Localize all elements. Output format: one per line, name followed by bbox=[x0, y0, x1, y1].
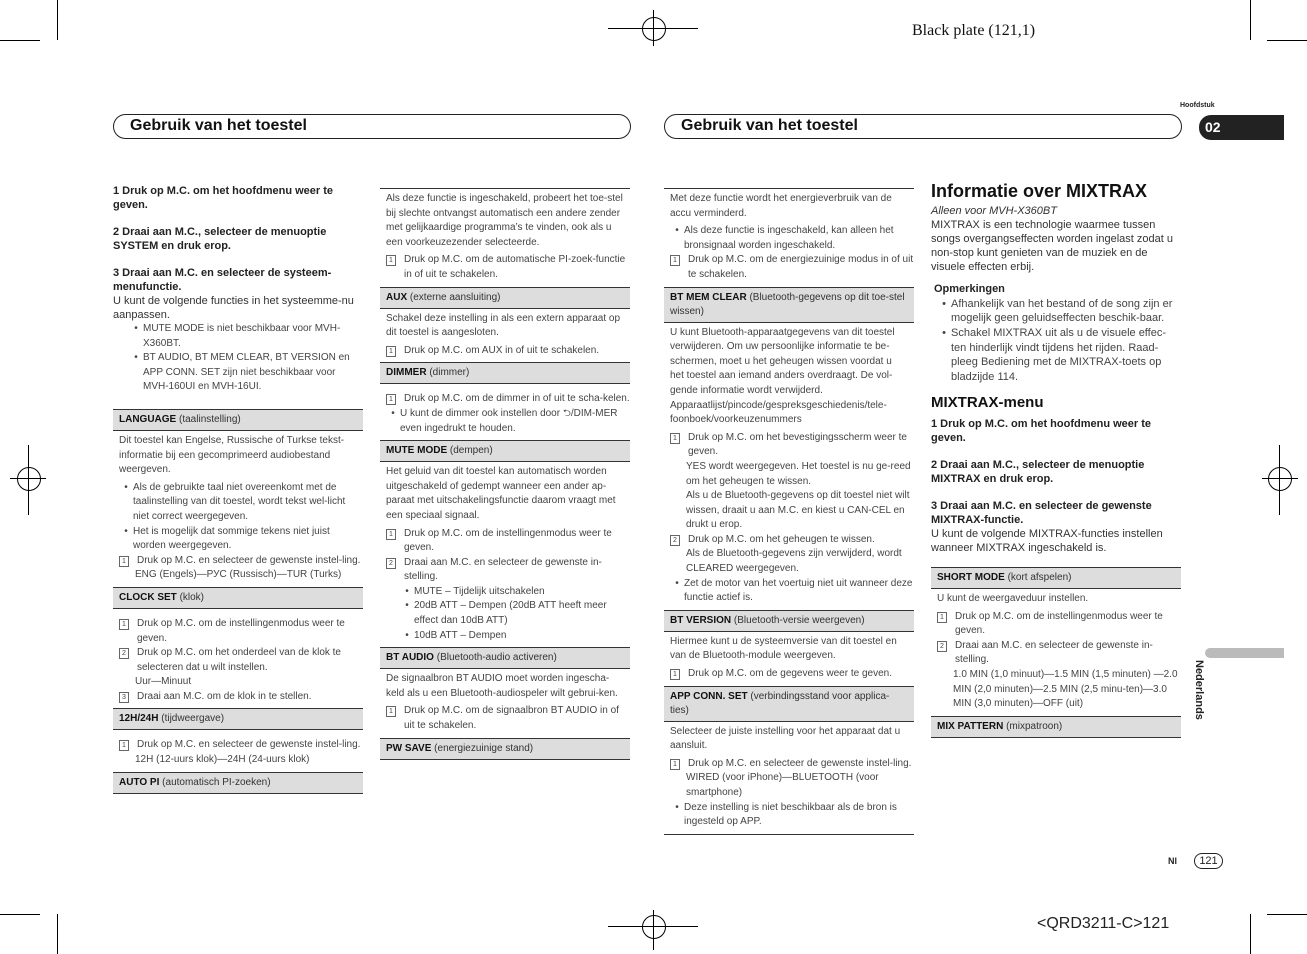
crop-mark bbox=[1267, 40, 1307, 41]
crop-mark bbox=[1250, 914, 1251, 954]
chapter-label: Hoofdstuk bbox=[1180, 102, 1215, 109]
registration-mark bbox=[1268, 467, 1292, 491]
list-item: Druk op M.C. en selecteer de gewenste instel-ling. bbox=[688, 757, 912, 769]
list-item: Draai aan M.C. en selecteer de gewenste in-stelling. bbox=[955, 639, 1153, 666]
setting-subtitle: (dempen) bbox=[449, 445, 493, 457]
registration-mark bbox=[642, 915, 666, 939]
list-item: Zet de motor van het voertuig niet uit wanneer deze functie actief is. bbox=[684, 577, 913, 604]
setting-subtitle: (verbindingsstand voor applica-ties) bbox=[670, 690, 890, 716]
setting-title: PW SAVE bbox=[386, 742, 432, 754]
section-title-right: Gebruik van het toestel bbox=[664, 114, 1182, 139]
setting-title: DIMMER bbox=[386, 367, 427, 379]
list-item: Druk op M.C. en selecteer de gewenste instel-ling. bbox=[137, 739, 361, 751]
list-item: Druk op M.C. om de instellingenmodus weer te geven. bbox=[955, 610, 1163, 637]
setting-title: BT AUDIO bbox=[386, 652, 434, 664]
list-item: Druk op M.C. om de instellingenmodus weer te geven. bbox=[404, 527, 612, 554]
setting-subtitle: (dimmer) bbox=[429, 367, 470, 379]
list-item: Druk op M.C. en selecteer de gewenste instel-ling. bbox=[137, 554, 361, 566]
list-item: Druk op M.C. om het onderdeel van de klok te selecteren dat u wilt instellen. bbox=[137, 647, 341, 673]
options-text: 12H (12-uurs klok)—24H (24-uurs klok) bbox=[135, 754, 310, 766]
list-item: Druk op M.C. om AUX in of uit te schakelen. bbox=[404, 344, 600, 356]
setting-subtitle: (energiezuinige stand) bbox=[434, 742, 534, 754]
setting-title: AUX bbox=[386, 291, 408, 303]
setting-subtitle: (Bluetooth-versie weergeven) bbox=[733, 614, 865, 626]
crop-mark bbox=[1267, 914, 1307, 915]
setting-title: AUTO PI bbox=[119, 776, 160, 788]
menu-heading: MIXTRAX-menu bbox=[931, 394, 1044, 412]
list-item: Druk op M.C. om het geheugen te wissen. bbox=[688, 533, 875, 545]
list-item: Als deze functie is ingeschakeld, kan alleen het bronsignaal worden ingeschakeld. bbox=[684, 225, 894, 251]
list-item: Druk op M.C. om de instellingenmodus weer te geven. bbox=[137, 617, 345, 644]
setting-subtitle: (kort afspelen) bbox=[1007, 571, 1072, 583]
crop-mark bbox=[1250, 0, 1251, 40]
setting-title: SHORT MODE bbox=[937, 571, 1005, 583]
note-item: Afhankelijk van het bestand of de song zijn er mogelijk geen geluidseffecten beschik-baar. bbox=[951, 297, 1173, 325]
option-item: 20dB ATT – Dempen (20dB ATT heeft meer effect dan 10dB ATT) bbox=[414, 600, 607, 627]
setting-text: De signaalbron BT AUDIO moet worden ingescha-keld als u een Bluetooth-audiospeler wilt gebrui-ken. bbox=[386, 673, 618, 699]
options-text: YES wordt weergegeven. Het toestel is nu ge-reed om het geheugen te wissen. bbox=[686, 460, 911, 487]
step-1: 1 Druk op M.C. om het hoofdmenu weer te geven. bbox=[113, 185, 334, 211]
note-bullet: MUTE MODE is niet beschikbaar voor MVH-X360BT. bbox=[143, 323, 341, 349]
mixtrax-intro: MIXTRAX is een technologie waarmee tussen songs overgangseffecten worden ingelast zodat u non-stop kunt genieten van de muziek en de visuele effecten erbij. bbox=[931, 219, 1173, 274]
section-title-left: Gebruik van het toestel bbox=[113, 114, 631, 139]
setting-title: APP CONN. SET bbox=[670, 690, 748, 702]
list-item: Als de gebruikte taal niet overeenkomt met de taalinstelling van dit toestel, wordt tekst wel-licht niet correct weergegeven. bbox=[133, 481, 346, 522]
list-item: Draai aan M.C. om de klok in te stellen. bbox=[137, 690, 312, 702]
document-code: <QRD3211-C>121 bbox=[1037, 915, 1170, 932]
crop-mark bbox=[57, 914, 58, 954]
language-tab-bar bbox=[1205, 648, 1284, 658]
setting-title: CLOCK SET bbox=[119, 591, 177, 603]
setting-title: MIX PATTERN bbox=[937, 720, 1004, 732]
list-item: Druk op M.C. om de signaalbron BT AUDIO in of uit te schakelen. bbox=[404, 705, 619, 732]
setting-text: Als deze functie is ingeschakeld, probeert het toe-stel bij slechte ontvangst automatisch een andere zender met gelijkaardige programma’s te vinden, ook als u een voorkeuzezender selecteerde. bbox=[386, 193, 623, 248]
intro-text: U kunt de volgende functies in het systeemme-nu aanpassen. bbox=[113, 295, 354, 321]
column-1: 1 Druk op M.C. om het hoofdmenu weer te geven. 2 Draai aan M.C., selecteer de menuoptie SYSTEM en druk erop. 3 Draai aan M.C. en selecteer de systeem-menufunctie. U kunt de volgende functies in het systeemme-nu aanpassen. • MUTE MODE is niet beschikbaar voor MVH-X360BT. • BT AUDIO, BT MEM CLEAR, BT VERSION en APP CONN. SET zijn niet beschikbaar voor MVH-160UI en MVH-16UI. LANGUAGE (taalinstelling) Dit toestel kan Engelse, Russische of Turkse tekst-informatie bij een gecomprimeerd audiobestand weergeven. • Als de gebruikte taal niet overeenkomt met de taalinstelling van dit toestel, wordt tekst wel-licht niet correct weergegeven. • Het is mogelijk dat sommige tekens niet juist worden weergegeven. 1 Druk op M.C. en selecteer de gewenste instel-ling. ENG (Engels)—РУС (Russisch)—TUR (Turks) CLOCK SET (klok) 1 Druk op M.C. om de instellingenmodus weer te geven. 2 Druk op M.C. om het onderdeel van de klok te selecteren dat u wilt instellen. Uur—Minuut 3 Draai aan M.C. om de klok in te stellen. 12H/24H (tijdweergave) 1 Druk op M.C. en selecteer de gewenste instel-ling. 12H (12-uurs klok)—24H (24-uurs klok) AUTO PI (automatisch PI-zoeken) bbox=[113, 184, 363, 794]
column-4: Informatie over MIXTRAX Alleen voor MVH-X360BT MIXTRAX is een technologie waarmee tussen songs overgangseffecten worden ingelast zodat u non-stop kunt genieten van de muziek en de visuele effecten erbij. Opmerkingen • Afhankelijk van het bestand of de song zijn er mogelijk geen geluidseffecten beschik-baar. • Schakel MIXTRAX uit als u de visuele effec-ten hinderlijk vindt tijdens het rijden. Raad-pleeg Bediening met de MIXTRAX-toets op bladzijde 114. MIXTRAX-menu 1 Druk op M.C. om het hoofdmenu weer te geven. 2 Draai aan M.C., selecteer de menuoptie MIXTRAX en druk erop. 3 Draai aan M.C. en selecteer de gewenste MIXTRAX-functie. U kunt de volgende MIXTRAX-functies instellen wanneer MIXTRAX ingeschakeld is. SHORT MODE (kort afspelen) U kunt de weergaveduur instellen. 1 Druk op M.C. om de instellingenmodus weer te geven. 2 Draai aan M.C. en selecteer de gewenste in-stelling. 1.0 MIN (1,0 minuut)—1.5 MIN (1,5 minuten) —2.0 MIN (2,0 minuten)—2.5 MIN (2,5 minu-ten)—3.0 MIN (3,0 minuten)—OFF (uit) MIX PATTERN (mixpatroon) bbox=[931, 184, 1181, 738]
setting-text: Dit toestel kan Engelse, Russische of Turkse tekst-informatie bij een gecomprimeerd audiobestand weergeven. bbox=[119, 434, 345, 476]
setting-subtitle: (Bluetooth-audio activeren) bbox=[436, 652, 557, 664]
page-number: 121 bbox=[1194, 853, 1223, 869]
plate-label: Black plate (121,1) bbox=[912, 22, 1036, 39]
list-item: Druk op M.C. om de energiezuinige modus in of uit te schakelen. bbox=[688, 254, 914, 280]
step-1: 1 Druk op M.C. om het hoofdmenu weer te geven. bbox=[931, 417, 1152, 444]
list-item: U kunt de dimmer ook instellen door ⮌/DIM-MER even ingedrukt te houden. bbox=[400, 407, 618, 434]
note-bullet: BT AUDIO, BT MEM CLEAR, BT VERSION en APP CONN. SET zijn niet beschikbaar voor MVH-160UI en MVH-16UI. bbox=[143, 352, 350, 393]
setting-title: 12H/24H bbox=[119, 713, 159, 725]
list-item: Draai aan M.C. en selecteer de gewenste in-stelling. bbox=[404, 556, 602, 583]
note-item: Schakel MIXTRAX uit als u de visuele effec-ten hinderlijk vindt tijdens het rijden. Raad-pleeg Bediening met de MIXTRAX-toets op bladzijde 114. bbox=[951, 326, 1167, 383]
chapter-number: 02 bbox=[1199, 115, 1284, 140]
registration-mark bbox=[17, 467, 41, 491]
options-text: 1.0 MIN (1,0 minuut)—1.5 MIN (1,5 minuten) —2.0 MIN (2,0 minuten)—2.5 MIN (2,5 minu-ten)—3.0 MIN (3,0 minuten)—OFF (uit) bbox=[953, 668, 1178, 710]
language-code: Nl bbox=[1168, 856, 1177, 866]
setting-title: BT MEM CLEAR bbox=[670, 291, 747, 303]
step-3: 3 Draai aan M.C. en selecteer de systeem-menufunctie. bbox=[113, 267, 332, 293]
setting-text: Met deze functie wordt het energieverbruik van de accu verminderd. bbox=[670, 193, 892, 219]
setting-title: MUTE MODE bbox=[386, 445, 448, 457]
notes-heading: Opmerkingen bbox=[934, 283, 1005, 296]
options-text: Als u de Bluetooth-gegevens op dit toestel niet wilt wissen, draait u aan M.C. en kiest u CAN-CEL en drukt u erop. bbox=[686, 490, 910, 531]
list-item: Druk op M.C. om de gegevens weer te geven. bbox=[688, 668, 892, 680]
setting-text: U kunt de weergaveduur instellen. bbox=[937, 592, 1089, 604]
list-item: Druk op M.C. om de automatische PI-zoek-functie in of uit te schakelen. bbox=[404, 254, 626, 280]
setting-subtitle: (externe aansluiting) bbox=[409, 291, 501, 303]
mixtrax-heading: Informatie over MIXTRAX bbox=[931, 181, 1148, 201]
option-item: MUTE – Tijdelijk uitschakelen bbox=[414, 585, 545, 597]
setting-subtitle: (Bluetooth-gegevens op dit toe-stel wissen) bbox=[670, 291, 905, 317]
model-note: Alleen voor MVH-X360BT bbox=[931, 204, 1057, 217]
step-2: 2 Draai aan M.C., selecteer de menuoptie SYSTEM en druk erop. bbox=[113, 226, 327, 252]
setting-subtitle: (automatisch PI-zoeken) bbox=[162, 776, 271, 788]
setting-text: U kunt Bluetooth-apparaatgegevens van dit toestel verwijderen. Om uw persoonlijke informatie te be-schermen, moet u het geheugen wissen voordat u het toestel aan iemand anders overdraagt. De vol-gende informatie wordt verwijderd. Apparaatlijst/pincode/gespreksgeschiedenis/tele-foonboek/voorkeuzenummers bbox=[670, 326, 895, 426]
setting-subtitle: (mixpatroon) bbox=[1006, 720, 1063, 732]
setting-title: LANGUAGE bbox=[119, 413, 177, 425]
list-item: Druk op M.C. om het bevestigingsscherm weer te geven. bbox=[688, 431, 907, 458]
crop-mark bbox=[0, 914, 40, 915]
intro-text: U kunt de volgende MIXTRAX-functies instellen wanneer MIXTRAX ingeschakeld is. bbox=[931, 527, 1163, 554]
language-tab: Nederlands bbox=[1193, 660, 1205, 720]
list-item: Deze instelling is niet beschikbaar als de bron is ingesteld op APP. bbox=[684, 801, 897, 828]
setting-text: Het geluid van dit toestel kan automatisch worden uitgeschakeld of gedempt wanneer een ander ap-paraat met uitschakelingsfunctie daarom vraagt met een speciaal signaal. bbox=[386, 466, 616, 521]
options-text: ENG (Engels)—РУС (Russisch)—TUR (Turks) bbox=[135, 569, 342, 581]
options-text: Uur—Minuut bbox=[135, 676, 192, 688]
options-text: WIRED (voor iPhone)—BLUETOOTH (voor smartphone) bbox=[686, 772, 879, 798]
registration-mark bbox=[642, 17, 666, 41]
step-3: 3 Draai aan M.C. en selecteer de gewenste MIXTRAX-functie. bbox=[931, 499, 1152, 526]
option-item: 10dB ATT – Dempen bbox=[414, 629, 507, 641]
setting-text: Schakel deze instelling in als een extern apparaat op dit toestel is aangesloten. bbox=[386, 312, 621, 339]
list-item: Het is mogelijk dat sommige tekens niet juist worden weergegeven. bbox=[133, 525, 330, 552]
column-3: Met deze functie wordt het energieverbruik van de accu verminderd. • Als deze functie is ingeschakeld, kan alleen het bronsignaal worden ingeschakeld. 1 Druk op M.C. om de energiezuinige modus in of uit te schakelen. BT MEM CLEAR (Bluetooth-gegevens op dit toe-stel wissen) U kunt Bluetooth-apparaatgegevens van dit toestel verwijderen. Om uw persoonlijke informatie te be-schermen, moet u het geheugen wissen voordat u het toestel aan iemand anders overdraagt. De vol-gende informatie wordt verwijderd. Apparaatlijst/pincode/gespreksgeschiedenis/tele-foonboek/voorkeuzenummers 1 Druk op M.C. om het bevestigingsscherm weer te geven. YES wordt weergegeven. Het toestel is nu ge-reed om het geheugen te wissen. Als u de Bluetooth-gegevens op dit toestel niet wilt wissen, draait u aan M.C. en kiest u CAN-CEL en drukt u erop. 2 Druk op M.C. om het geheugen te wissen. Als de Bluetooth-gegevens zijn verwijderd, wordt CLEARED weergegeven. • Zet de motor van het voertuig niet uit wanneer deze functie actief is. BT VERSION (Bluetooth-versie weergeven) Hiermee kunt u de systeemversie van dit toestel en van de Bluetooth-module weergeven. 1 Druk op M.C. om de gegevens weer te geven. APP CONN. SET (verbindingsstand voor applica-ties) Selecteer de juiste instelling voor het apparaat dat u aansluit. 1 Druk op M.C. en selecteer de gewenste instel-ling. WIRED (voor iPhone)—BLUETOOTH (voor smartphone) • Deze instelling is niet beschikbaar als de bron is ingesteld op APP. bbox=[664, 188, 914, 835]
setting-text: Selecteer de juiste instelling voor het apparaat dat u aansluit. bbox=[670, 725, 901, 752]
setting-subtitle: (klok) bbox=[179, 591, 205, 603]
column-2: Als deze functie is ingeschakeld, probeert het toe-stel bij slechte ontvangst automatisch een andere zender met gelijkaardige programma’s te vinden, ook als u een voorkeuzezender selecteerde. 1 Druk op M.C. om de automatische PI-zoek-functie in of uit te schakelen. AUX (externe aansluiting) Schakel deze instelling in als een extern apparaat op dit toestel is aangesloten. 1 Druk op M.C. om AUX in of uit te schakelen. DIMMER (dimmer) 1 Druk op M.C. om de dimmer in of uit te scha-kelen. • U kunt de dimmer ook instellen door ⮌/DIM-MER even ingedrukt te houden. MUTE MODE (dempen) Het geluid van dit toestel kan automatisch worden uitgeschakeld of gedempt wanneer een ander ap-paraat met uitschakelingsfunctie daarom vraagt met een speciaal signaal. 1 Druk op M.C. om de instellingenmodus weer te geven. 2 Draai aan M.C. en selecteer de gewenste in-stelling. • MUTE – Tijdelijk uitschakelen • 20dB ATT – Dempen (20dB ATT heeft meer effect dan 10dB ATT) • 10dB ATT – Dempen BT AUDIO (Bluetooth-audio activeren) De signaalbron BT AUDIO moet worden ingescha-keld als u een Bluetooth-audiospeler wilt gebrui-ken. 1 Druk op M.C. om de signaalbron BT AUDIO in of uit te schakelen. PW SAVE (energiezuinige stand) bbox=[380, 188, 630, 760]
setting-subtitle: (tijdweergave) bbox=[161, 713, 225, 725]
list-item: Druk op M.C. om de dimmer in of uit te scha-kelen. bbox=[404, 393, 630, 405]
crop-mark bbox=[0, 40, 40, 41]
options-text: Als de Bluetooth-gegevens zijn verwijderd, wordt CLEARED weergegeven. bbox=[686, 548, 902, 575]
setting-subtitle: (taalinstelling) bbox=[179, 413, 241, 425]
setting-title: BT VERSION bbox=[670, 614, 732, 626]
setting-text: Hiermee kunt u de systeemversie van dit toestel en van de Bluetooth-module weergeven. bbox=[670, 635, 897, 662]
step-2: 2 Draai aan M.C., selecteer de menuoptie MIXTRAX en druk erop. bbox=[931, 458, 1145, 485]
crop-mark bbox=[57, 0, 58, 40]
